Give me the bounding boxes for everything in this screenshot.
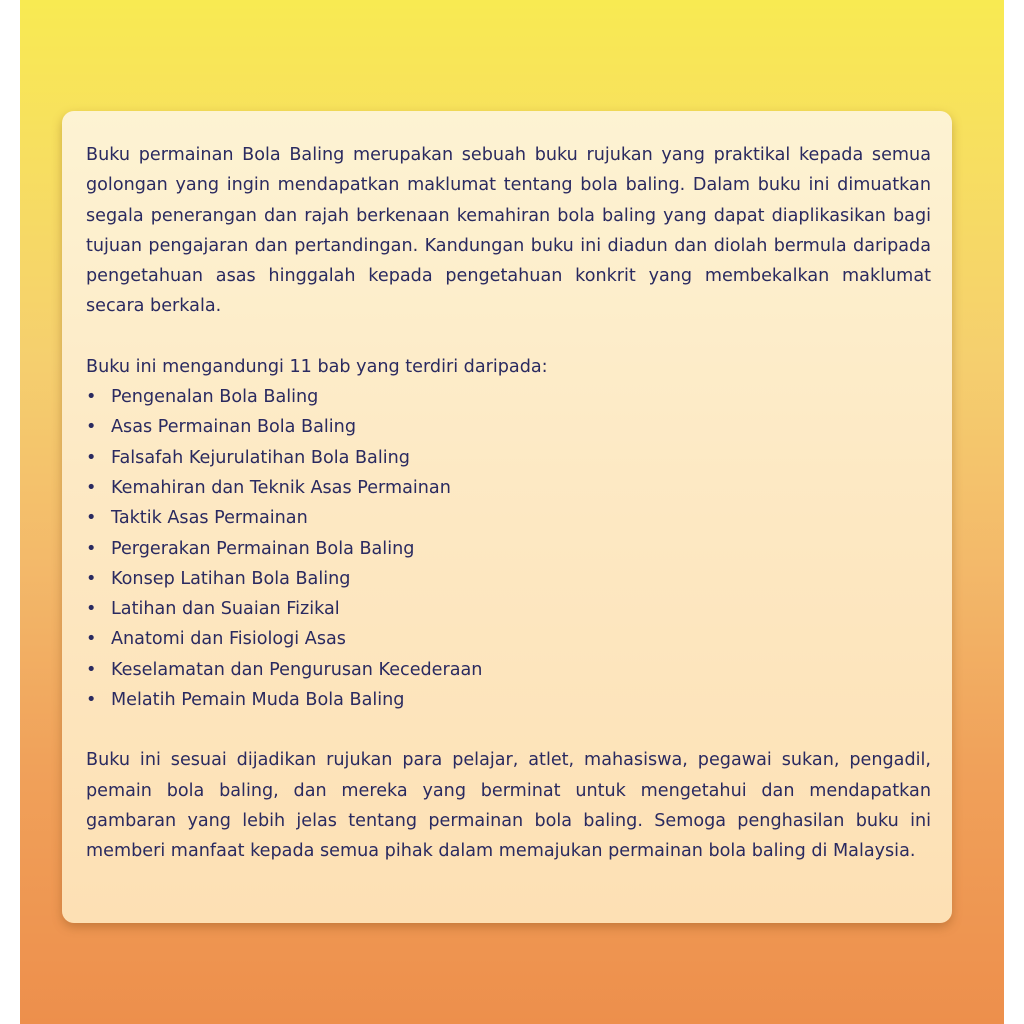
intro-paragraph: Buku permainan Bola Baling merupakan sebuah buku rujukan yang praktikal kepada semua golongan yang ingin mendapatkan maklumat tentang bola baling. Dalam buku ini dimuatkan segala penerangan dan rajah berkenaan kemahiran bola baling yang dapat diaplikasikan bagi tujuan pengajaran dan pertandingan. Kandungan buku ini diadun dan diolah bermula daripada pengetahuan asas hinggalah kepada pengetahuan konkrit yang membekalkan maklumat secara berkala. — [86, 145, 931, 317]
chapter-list-intro: Buku ini mengandungi 11 bab yang terdiri daripada: — [86, 356, 548, 377]
chapter-list — [86, 382, 931, 715]
bullet-icon: • — [86, 629, 97, 650]
bullet-icon: • — [86, 417, 97, 438]
chapter-item — [86, 564, 931, 594]
chapter-item — [86, 534, 931, 564]
bullet-icon: • — [86, 599, 97, 620]
chapter-title: Konsep Latihan Bola Baling — [111, 568, 351, 589]
chapter-item — [86, 412, 931, 442]
chapter-item — [86, 443, 931, 473]
bullet-icon: • — [86, 568, 97, 589]
paragraph-spacer — [86, 322, 931, 352]
chapter-title: Anatomi dan Fisiologi Asas — [111, 629, 346, 650]
chapter-title: Asas Permainan Bola Baling — [111, 417, 356, 438]
bullet-icon: • — [86, 387, 97, 408]
chapter-title: Pengenalan Bola Baling — [111, 387, 319, 408]
bullet-icon: • — [86, 477, 97, 498]
chapter-item — [86, 685, 931, 715]
chapter-item — [86, 594, 931, 624]
bullet-icon: • — [86, 447, 97, 468]
bullet-icon: • — [86, 690, 97, 711]
chapter-title: Taktik Asas Permainan — [111, 508, 308, 529]
paragraph-spacer — [86, 715, 931, 745]
chapter-item — [86, 503, 931, 533]
chapter-title: Pergerakan Permainan Bola Baling — [111, 538, 415, 559]
chapter-item — [86, 382, 931, 412]
bullet-icon: • — [86, 659, 97, 680]
chapter-title: Keselamatan dan Pengurusan Kecederaan — [111, 659, 483, 680]
synopsis-text — [86, 140, 931, 867]
chapter-item — [86, 655, 931, 685]
bullet-icon: • — [86, 538, 97, 559]
chapter-item — [86, 473, 931, 503]
chapter-item — [86, 624, 931, 654]
closing-paragraph: Buku ini sesuai dijadikan rujukan para pelajar, atlet, mahasiswa, pegawai sukan, pengadil, pemain bola baling, dan mereka yang berminat untuk mengetahui dan mendapatkan gambaran yang lebih jelas tentang permainan bola baling. Semoga penghasilan buku ini memberi manfaat kepada semua pihak dalam memajukan permainan bola baling di Malaysia. — [86, 750, 931, 862]
chapter-title: Kemahiran dan Teknik Asas Permainan — [111, 477, 451, 498]
chapter-title: Latihan dan Suaian Fizikal — [111, 599, 340, 620]
chapter-title: Melatih Pemain Muda Bola Baling — [111, 690, 405, 711]
bullet-icon: • — [86, 508, 97, 529]
chapter-title: Falsafah Kejurulatihan Bola Baling — [111, 447, 410, 468]
